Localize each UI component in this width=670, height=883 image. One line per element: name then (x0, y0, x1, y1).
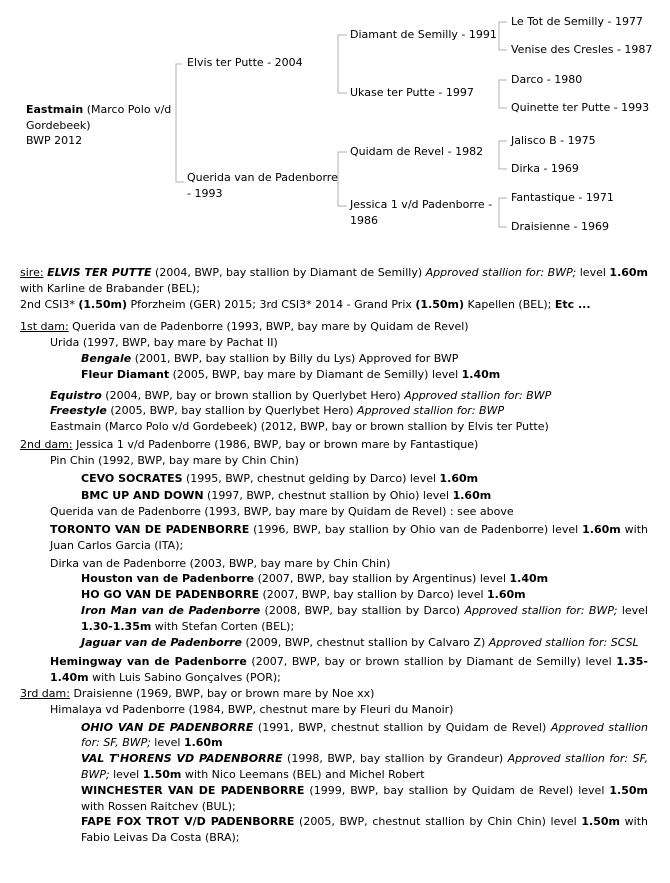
tree-connector (499, 141, 507, 169)
text-run: Jessica 1 v/d Padenborre (1986, BWP, bay or brown mare by Fantastique) (72, 437, 479, 451)
text-run: Pin Chin (1992, BWP, bay mare by Chin Chin) (50, 453, 299, 467)
tree-node-dam-dam (350, 197, 492, 228)
entry-winchester (81, 783, 648, 815)
text-run: with Nico Leemans (BEL) and Michel Robert (181, 767, 425, 781)
tree-node-label: Ukase ter Putte - 1997 (350, 86, 474, 99)
tree-node-label: BWP 2012 (26, 134, 83, 147)
text-run: with Karline de Brabander (BEL); (20, 281, 200, 295)
entry-iron-man (81, 603, 648, 635)
text-run: WINCHESTER VAN DE PADENBORRE (81, 783, 305, 797)
tree-node-gen3-8 (511, 219, 609, 235)
text-run: Approved stallion for: BWP; (464, 603, 618, 617)
text-run: CEVO SOCRATES (81, 471, 183, 485)
tree-node-gen3-3 (511, 72, 582, 88)
tree-node-label: Quinette ter Putte - 1993 (511, 101, 650, 114)
text-run: 1.40m (461, 367, 501, 381)
text-run: 1.60m (452, 489, 492, 503)
text-run: 1.60m (183, 736, 223, 750)
text-run: Bengale (81, 351, 132, 365)
text-run: (1996, BWP, bay stallion by Ohio van de Padenborre) level (249, 522, 583, 536)
entry-sire (20, 265, 648, 297)
entry-val-thorens (81, 751, 648, 783)
text-run: Approved stallion for: BWP; (425, 266, 577, 279)
entry-2nd-dam (20, 437, 648, 453)
text-run: 1.60m (487, 588, 526, 602)
tree-node-label: Draisienne - 1969 (511, 220, 610, 233)
entry-urida (50, 335, 648, 351)
tree-node-sire-dam (350, 85, 474, 101)
tree-node-label: Venise des Cresles - 1987 (511, 43, 653, 56)
text-run: 1.50m (609, 783, 648, 797)
text-run: (2009, BWP, chestnut stallion by Calvaro Z) (242, 635, 489, 649)
entry-himalaya (50, 702, 648, 718)
text-run: HO GO VAN DE PADENBORRE (81, 588, 259, 602)
text-run: Eastmain (Marco Polo v/d Gordebeek) (2012, BWP, bay or brown stallion by Elvis ter Putte) (50, 420, 549, 434)
text-run: FAPE FOX TROT V/D PADENBORRE (81, 815, 295, 829)
entry-cevo-socrates (81, 471, 648, 487)
entry-ohio (81, 720, 648, 752)
entry-bengale (81, 351, 648, 367)
tree-connector (499, 22, 507, 50)
text-run: 1st dam: (20, 320, 69, 334)
text-run: Querida van de Padenborre (1993, BWP, bay mare by Quidam de Revel) : see above (50, 505, 514, 519)
text-run: Hemingway van de Padenborre (50, 655, 247, 669)
entry-ho-go (81, 587, 648, 603)
text-run: 2nd dam: (20, 437, 73, 451)
tree-node-label: Darco - 1980 (511, 73, 583, 86)
text-run: Approved stallion for: BWP (357, 404, 505, 418)
entry-hemingway (50, 654, 648, 686)
tree-node-label: Jalisco B - 1975 (511, 134, 596, 147)
text-run: with Juan Carlos Garcia (ITA); (50, 522, 648, 552)
text-run: (2007, BWP, bay stallion by Argentinus) level (254, 572, 510, 586)
text-run: Approved stallion for: BWP (404, 388, 552, 402)
tree-node-label: Dirka - 1969 (511, 162, 579, 175)
entry-3rd-dam (20, 686, 648, 702)
tree-node-gen3-6 (511, 161, 579, 177)
tree-node-label: Diamant de Semilly - 1991 (350, 28, 497, 41)
entry-freestyle (50, 403, 648, 419)
text-run: Approved stallion for: SCSL (488, 635, 639, 649)
text-run: Iron Man van de Padenborre (81, 603, 261, 617)
text-run: BMC UP AND DOWN (81, 489, 204, 503)
entry-fape-fox-trot (81, 814, 648, 846)
entry-jaguar (81, 635, 648, 651)
text-run: Etc ... (554, 297, 591, 311)
text-run: Pforzheim (GER) 2015; 3rd CSI3* 2014 - Grand Prix (127, 297, 416, 311)
tree-node-sire-sire (350, 27, 497, 43)
text-run: level (150, 736, 184, 750)
text-run: (2008, BWP, bay stallion by Darco) (260, 603, 465, 617)
text-run: VAL T'HORENS VD PADENBORRE (81, 752, 283, 766)
text-run: Equistro (50, 388, 102, 402)
tree-node-subject (26, 102, 171, 149)
entry-1st-dam (20, 319, 648, 335)
tree-connector (499, 80, 507, 108)
tree-node-label: Jessica 1 v/d Padenborre - (350, 198, 493, 211)
tree-node-label: Eastmain (Marco Polo v/d (26, 103, 172, 116)
text-run: (1.50m) (78, 297, 128, 311)
tree-connector (499, 198, 507, 227)
text-run: 1.60m (439, 471, 479, 485)
text-run: (1.50m) (415, 297, 465, 311)
text-run: level (576, 266, 610, 279)
text-run: 1.60m (582, 522, 621, 536)
text-run: Kapellen (BEL); (464, 297, 555, 311)
tree-node-label: Querida van de Padenborre (187, 171, 338, 184)
tree-node-label: Elvis ter Putte - 2004 (187, 56, 303, 69)
text-run: (1995, BWP, chestnut gelding by Darco) level (182, 471, 440, 485)
entry-eastmain (50, 419, 648, 435)
text-run: (1991, BWP, chestnut stallion by Quidam de Revel) (253, 720, 551, 734)
text-run: Fleur Diamant (81, 367, 170, 381)
text-run: Dirka van de Padenborre (2003, BWP, bay mare by Chin Chin) (50, 556, 391, 570)
text-run: Jaguar van de Padenborre (81, 635, 243, 649)
tree-node-label: 1986 (350, 213, 378, 227)
text-run: Querida van de Padenborre (1993, BWP, bay mare by Quidam de Revel) (68, 320, 469, 334)
text-run: 1.30-1.35m (81, 619, 152, 633)
text-run: sire: (20, 266, 44, 279)
pedigree-tree (0, 0, 670, 252)
tree-node-dam-sire (350, 144, 483, 160)
tree-node-gen3-1 (511, 14, 643, 30)
text-run: (2007, BWP, bay or brown stallion by Diamant de Semilly) level (246, 655, 617, 669)
text-run: (2005, BWP, chestnut stallion by Chin Chin) level (294, 815, 582, 829)
text-run: (1999, BWP, bay stallion by Quidam de Revel) level (304, 783, 610, 797)
tree-node-label: Le Tot de Semilly - 1977 (511, 15, 643, 28)
entry-equistro (50, 388, 648, 404)
tree-node-label: Gordebeek) (26, 118, 91, 132)
text-run: Himalaya vd Padenborre (1984, BWP, chestnut mare by Fleuri du Manoir) (50, 702, 454, 716)
text-run: Draisienne (1969, BWP, bay or brown mare by Noe xx) (69, 686, 375, 700)
text-run: level (109, 767, 143, 781)
text-run: Houston van de Padenborre (81, 572, 255, 586)
text-run: (2007, BWP, bay stallion by Darco) level (259, 588, 488, 602)
tree-node-gen3-5 (511, 133, 596, 149)
entry-bmc-up-and-down (81, 488, 648, 504)
tree-node-name-bold: Eastmain (26, 103, 84, 116)
text-run: Freestyle (50, 404, 107, 418)
text-run: 1.35-1.40m (50, 655, 648, 685)
tree-node-gen3-7 (511, 190, 614, 206)
tree-connector (176, 64, 184, 182)
text-run: TORONTO VAN DE PADENBORRE (50, 522, 250, 536)
text-run: Urida (1997, BWP, bay mare by Pachat II) (50, 336, 278, 350)
tree-node-label: - 1993 (187, 186, 223, 200)
text-run: (2004, BWP, bay stallion by Diamant de Semilly) (151, 266, 426, 279)
text-run: (1998, BWP, bay stallion by Grandeur) (282, 752, 508, 766)
text-run: 1.40m (509, 572, 549, 586)
tree-node-gen3-2 (511, 42, 652, 58)
text-run: 1.50m (142, 767, 182, 781)
pedigree-details (0, 252, 670, 846)
tree-connector (338, 152, 347, 206)
entry-toronto (50, 522, 648, 554)
text-run: Approved stallion for: SF, BWP; (81, 720, 649, 750)
entry-querida-see-above (50, 504, 648, 520)
text-run: 2nd CSI3* (20, 297, 79, 311)
entry-pin-chin (50, 453, 648, 469)
text-run: 1.60m (609, 266, 649, 279)
tree-node-sire (187, 55, 303, 71)
text-run: Approved stallion for: SF, BWP; (81, 752, 648, 781)
tree-node-dam (187, 170, 338, 201)
tree-node-label: Fantastique - 1971 (511, 191, 614, 204)
entry-fleur-diamant (81, 367, 648, 383)
entry-sire-results (20, 297, 648, 313)
text-run: OHIO VAN DE PADENBORRE (81, 720, 254, 734)
text-run: with Stefan Corten (BEL); (151, 619, 295, 633)
text-run: (2001, BWP, bay stallion by Billy du Lys) Approved for BWP (131, 351, 459, 365)
tree-connector (338, 35, 347, 93)
text-run: 3rd dam: (20, 686, 70, 700)
text-run: (2005, BWP, bay mare by Diamant de Semilly) level (169, 367, 462, 381)
text-run: with Fabio Leivas Da Costa (BRA); (81, 815, 648, 845)
text-run: ELVIS TER PUTTE (47, 266, 152, 279)
entry-houston (81, 571, 648, 587)
text-run: (1997, BWP, chestnut stallion by Ohio) level (203, 489, 453, 503)
text-run: (2004, BWP, bay or brown stallion by Querlybet Hero) (101, 388, 405, 402)
entry-dirka (50, 556, 648, 572)
text-run: level (617, 603, 648, 617)
text-run: (2005, BWP, bay stallion by Querlybet Hero) (106, 404, 358, 418)
text-run: with Rossen Raitchev (BUL); (81, 799, 236, 813)
text-run: with Luis Sabino Gonçalves (POR); (88, 671, 281, 685)
tree-node-gen3-4 (511, 100, 649, 116)
tree-node-label: Quidam de Revel - 1982 (350, 145, 484, 158)
text-run: 1.50m (581, 815, 620, 829)
